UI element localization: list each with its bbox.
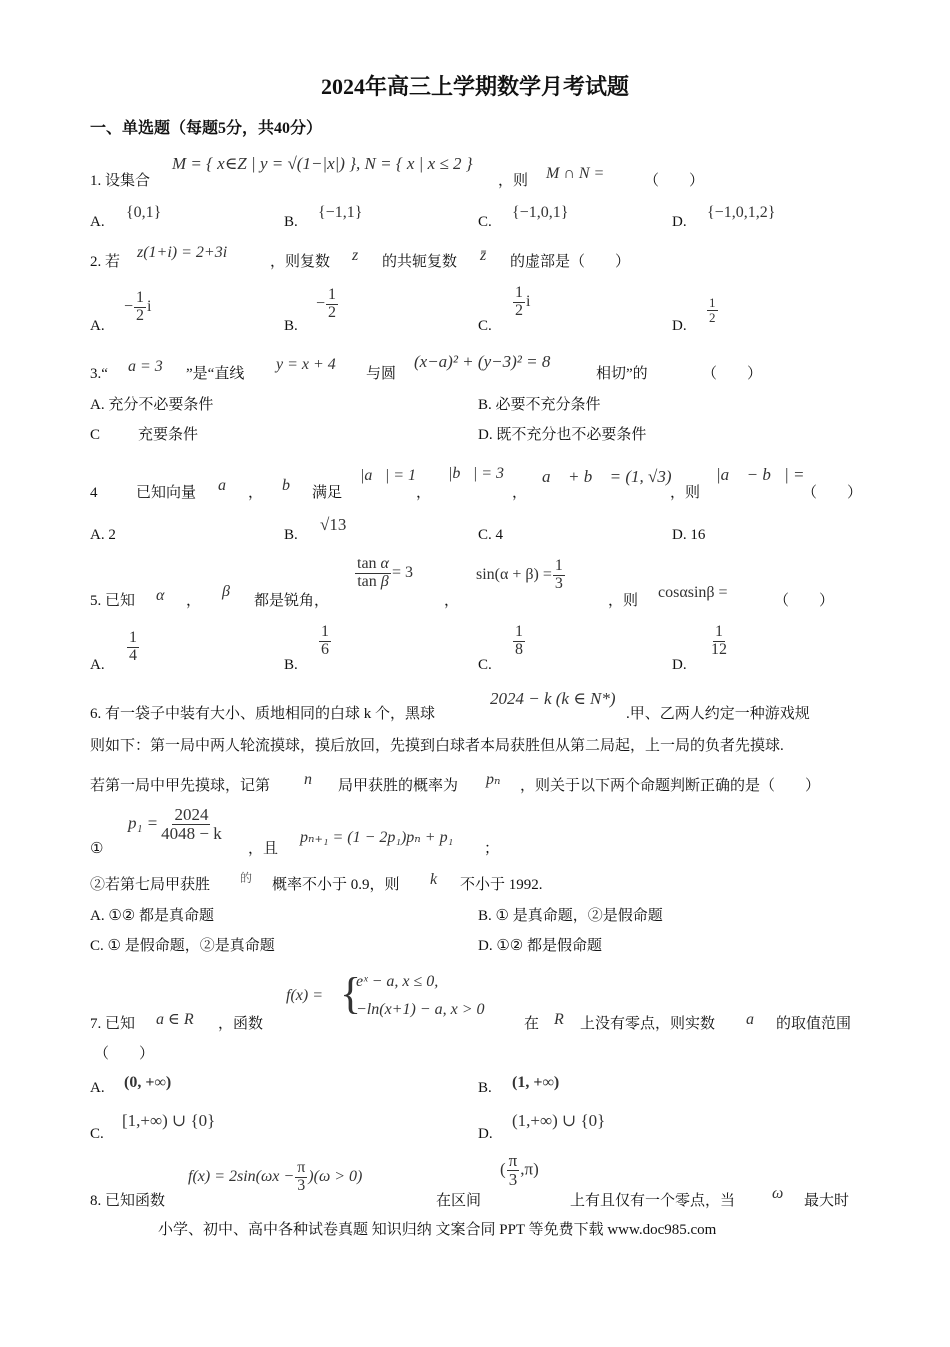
- q7-case-1: eˣ − a, x ≤ 0,: [356, 973, 439, 990]
- q4-opt-b-key: B.: [284, 527, 298, 543]
- q6-line3c: ，则关于以下两个命题判断正确的是（ ）: [520, 778, 821, 794]
- q4-vec-a: a⃗: [218, 477, 239, 494]
- q4-vec-b: b⃗: [282, 477, 303, 494]
- q2-opt-c: $\frac{1}{2}$ i: [515, 284, 531, 319]
- q7-R: R: [554, 1011, 564, 1028]
- q8-f-rhs: )(ω > 0): [308, 1167, 363, 1185]
- q5-comma2: ，: [444, 593, 460, 609]
- q7-opt-b-key: B.: [478, 1080, 492, 1096]
- q6-opt-a: A. ①② 都是真命题: [90, 908, 214, 924]
- q5-paren: （ ）: [774, 593, 835, 609]
- q7-opt-d-key: D.: [478, 1126, 493, 1142]
- q1-intersection: M ∩ N =: [546, 165, 605, 182]
- q7-opt-b: (1, +∞): [512, 1074, 560, 1091]
- q2-opt-b-key: B.: [284, 318, 298, 334]
- q3-text2: 与圆: [366, 366, 397, 382]
- q4-sum: a⃗ + b⃗ = (1, √3): [542, 467, 672, 486]
- q7-opt-c-key: C.: [90, 1126, 104, 1142]
- q1-opt-a-key: A.: [90, 214, 105, 230]
- q1-opt-d-key: D.: [672, 214, 687, 230]
- q6-p1-lhs: p₁ =: [128, 813, 159, 833]
- q3-opt-d: D. 既不充分也不必要条件: [478, 427, 647, 443]
- q1-paren: （ ）: [644, 173, 705, 189]
- q3-opt-c-key: C: [90, 427, 101, 443]
- q7-a: a: [746, 1011, 754, 1028]
- q6-line3b: 局甲获胜的概率为: [338, 778, 459, 794]
- q5-tan-ratio: $\frac{\text{tan α}}{\text{tan β}}$ = 3: [357, 555, 413, 590]
- q7-f: f(x) =: [286, 987, 323, 1004]
- q5-opt-a-key: A.: [90, 657, 105, 673]
- q6-p1-num: 2024: [174, 805, 209, 824]
- q5-beta: β: [222, 583, 230, 600]
- q3-text1: ”是“直线: [186, 366, 245, 382]
- q2-text3: 的虚部是（ ）: [510, 254, 631, 270]
- q5-sin-sum: sin(α + β) = $\frac{1}{3}$: [476, 557, 563, 592]
- q4-paren: （ ）: [802, 485, 863, 501]
- q4-comma3: ，: [512, 485, 528, 501]
- q3-line: y = x + 4: [276, 356, 336, 373]
- q4-norm-a: |a⃗| = 1: [360, 467, 417, 484]
- q2-text1: ，则复数: [270, 254, 331, 270]
- q5-opt-d: $\frac{1}{12}$: [711, 623, 727, 658]
- q2-opt-a: − $\frac{1}{2}$ i: [124, 289, 152, 324]
- q3-text3: 相切”的: [596, 366, 648, 382]
- q7-paren: （ ）: [94, 1046, 155, 1062]
- q1-opt-a: {0,1}: [126, 204, 162, 221]
- q6-line1: 6. 有一袋子中装有大小、质地相同的白球 k 个，黑球: [90, 706, 436, 722]
- q5-sin-sum-lhs: sin(α + β) =: [476, 565, 552, 583]
- q8-text1: 在区间: [436, 1193, 482, 1209]
- q1-set-math: M = { x∈Z | y = √(1−|x|) }, N = { x | x ≤ 2 }: [172, 154, 473, 173]
- q6-and: ，且: [248, 841, 279, 857]
- q7-text2: 在: [524, 1016, 540, 1032]
- q7-brace: {: [340, 969, 362, 1018]
- q2-equation: z(1+i) = 2+3i: [137, 244, 228, 261]
- q8-omega: ω: [772, 1185, 784, 1202]
- q5-text2: ，则: [608, 593, 639, 609]
- q6-pn: pₙ: [486, 771, 501, 788]
- q6-line2: 则如下：第一局中两人轮流摸球，摸后放回，先摸到白球者本局获胜但从第二局起，上一局的负者先摸球.: [90, 738, 784, 754]
- q7-opt-a: (0, +∞): [124, 1074, 172, 1091]
- q6-line3a: 若第一局中甲先摸球，记第: [90, 778, 271, 794]
- q7-stem: 7. 已知: [90, 1016, 136, 1032]
- q8-pi: π: [297, 1159, 306, 1176]
- q1-opt-c: {−1,0,1}: [512, 204, 569, 221]
- q1-opt-b-key: B.: [284, 214, 298, 230]
- q2-opt-d: $\frac{1}{2}$: [709, 295, 716, 325]
- q8-text2: 上有且仅有一个零点，当: [570, 1193, 736, 1209]
- q6-n: n: [304, 771, 312, 788]
- q6-circle-1: ①: [90, 841, 104, 857]
- q8-text3: 最大时: [804, 1193, 850, 1209]
- q6-s2c: 不小于 1992.: [460, 877, 543, 893]
- q8-interval: ( $\frac{\pi}{3}$ ,π): [500, 1151, 539, 1189]
- q5-cos-sin: cosαsinβ =: [658, 584, 728, 601]
- section-heading: 一、单选题（每题5分，共40分）: [90, 120, 323, 137]
- q5-opt-b-key: B.: [284, 657, 298, 673]
- q3-circle: (x−a)² + (y−3)² = 8: [414, 352, 551, 371]
- q6-p1: [128, 806, 225, 843]
- q4-stem: 4: [90, 485, 98, 501]
- q2-opt-a-key: A.: [90, 318, 105, 334]
- page-footer: 小学、初中、高中各种试卷真题 知识归纳 文案合同 PPT 等免费下载 www.doc985.com: [158, 1222, 717, 1238]
- q7-text3: 上没有零点，则实数: [580, 1016, 716, 1032]
- q5-text1: 都是锐角，: [254, 593, 330, 609]
- q5-comma: ，: [186, 593, 202, 609]
- q6-black-count: 2024 − k (k ∈ N*): [490, 689, 616, 708]
- q7-opt-a-key: A.: [90, 1080, 105, 1096]
- q6-line1b: .甲、乙两人约定一种游戏规: [626, 706, 810, 722]
- q1-stem: 1. 设集合: [90, 173, 151, 189]
- q3-opt-a: A. 充分不必要条件: [90, 397, 214, 413]
- q6-opt-b: B. ① 是真命题，②是假命题: [478, 908, 663, 924]
- q7-opt-c: [1,+∞) ∪ {0}: [122, 1111, 216, 1130]
- q4-opt-a: A. 2: [90, 527, 116, 543]
- q6-semicolon: ；: [484, 841, 500, 857]
- q4-text2: 满足: [312, 485, 343, 501]
- q6-s2a: ②若第七局甲获胜: [90, 877, 211, 893]
- q4-text3: ，则: [670, 485, 701, 501]
- q6-p1-den: 4048 − k: [161, 823, 222, 843]
- q3-paren: （ ）: [702, 366, 763, 382]
- page-title: 2024年高三上学期数学月考试题: [320, 74, 629, 99]
- q3-a-eq-3: a = 3: [128, 358, 163, 375]
- q7-a-in-r: a ∈ R: [156, 1011, 194, 1028]
- q6-s2b: 概率不小于 0.9，则: [272, 877, 400, 893]
- q1-opt-d: {−1,0,1,2}: [707, 204, 776, 221]
- q4-diff: |a⃗ − b⃗| =: [716, 465, 805, 484]
- q1-then: ，则: [498, 173, 529, 189]
- q7-opt-d: (1,+∞) ∪ {0}: [512, 1111, 606, 1130]
- q2-stem: 2. 若: [90, 254, 121, 270]
- q7-case-2: −ln(x+1) − a, x > 0: [356, 1001, 485, 1018]
- q2-zbar: z̄: [480, 247, 487, 264]
- q8-function: [188, 1160, 362, 1195]
- q6-s2m: 的: [240, 871, 253, 885]
- q2-text2: 的共轭复数: [382, 254, 458, 270]
- q7-text4: 的取值范围: [776, 1016, 852, 1032]
- q5-opt-d-key: D.: [672, 657, 687, 673]
- q5-opt-b: $\frac{1}{6}$: [321, 623, 329, 658]
- q8-three: 3: [297, 1176, 306, 1194]
- q4-opt-b: √13: [320, 515, 347, 534]
- q3-opt-b: B. 必要不充分条件: [478, 397, 601, 413]
- q4-comma1: ，: [248, 485, 264, 501]
- q4-norm-b: |b⃗| = 3: [448, 465, 505, 482]
- q4-opt-d: D. 16: [672, 527, 706, 543]
- q4-text1: 已知向量: [136, 485, 197, 501]
- q4-opt-c: C. 4: [478, 527, 504, 543]
- q2-opt-c-key: C.: [478, 318, 492, 334]
- q5-alpha: α: [156, 587, 165, 604]
- q7-text1: ，函数: [218, 1016, 264, 1032]
- q8-stem: 8. 已知函数: [90, 1193, 166, 1209]
- q5-opt-c-key: C.: [478, 657, 492, 673]
- q5-opt-c: $\frac{1}{8}$: [515, 623, 523, 658]
- q3-stem: 3.“: [90, 366, 108, 382]
- q6-opt-c: C. ① 是假命题，②是真命题: [90, 938, 275, 954]
- q3-opt-c: 充要条件: [138, 427, 199, 443]
- q5-tan-eq: = 3: [391, 563, 413, 581]
- q5-stem: 5. 已知: [90, 593, 136, 609]
- q6-opt-d: D. ①② 都是假命题: [478, 938, 602, 954]
- q6-k: k: [430, 871, 438, 888]
- q2-z: z: [352, 247, 359, 264]
- q1-opt-c-key: C.: [478, 214, 492, 230]
- q8-f-lhs: f(x) = 2sin(ωx −: [188, 1167, 295, 1185]
- q2-opt-b: − $\frac{1}{2}$: [316, 286, 337, 321]
- q2-opt-d-key: D.: [672, 318, 687, 334]
- q6-recurrence: pₙ₊₁ = (1 − 2p₁)pₙ + p₁: [300, 829, 454, 846]
- q5-opt-a: $\frac{1}{4}$: [129, 629, 137, 664]
- q4-comma2: ，: [416, 485, 432, 501]
- q1-opt-b: {−1,1}: [318, 204, 363, 221]
